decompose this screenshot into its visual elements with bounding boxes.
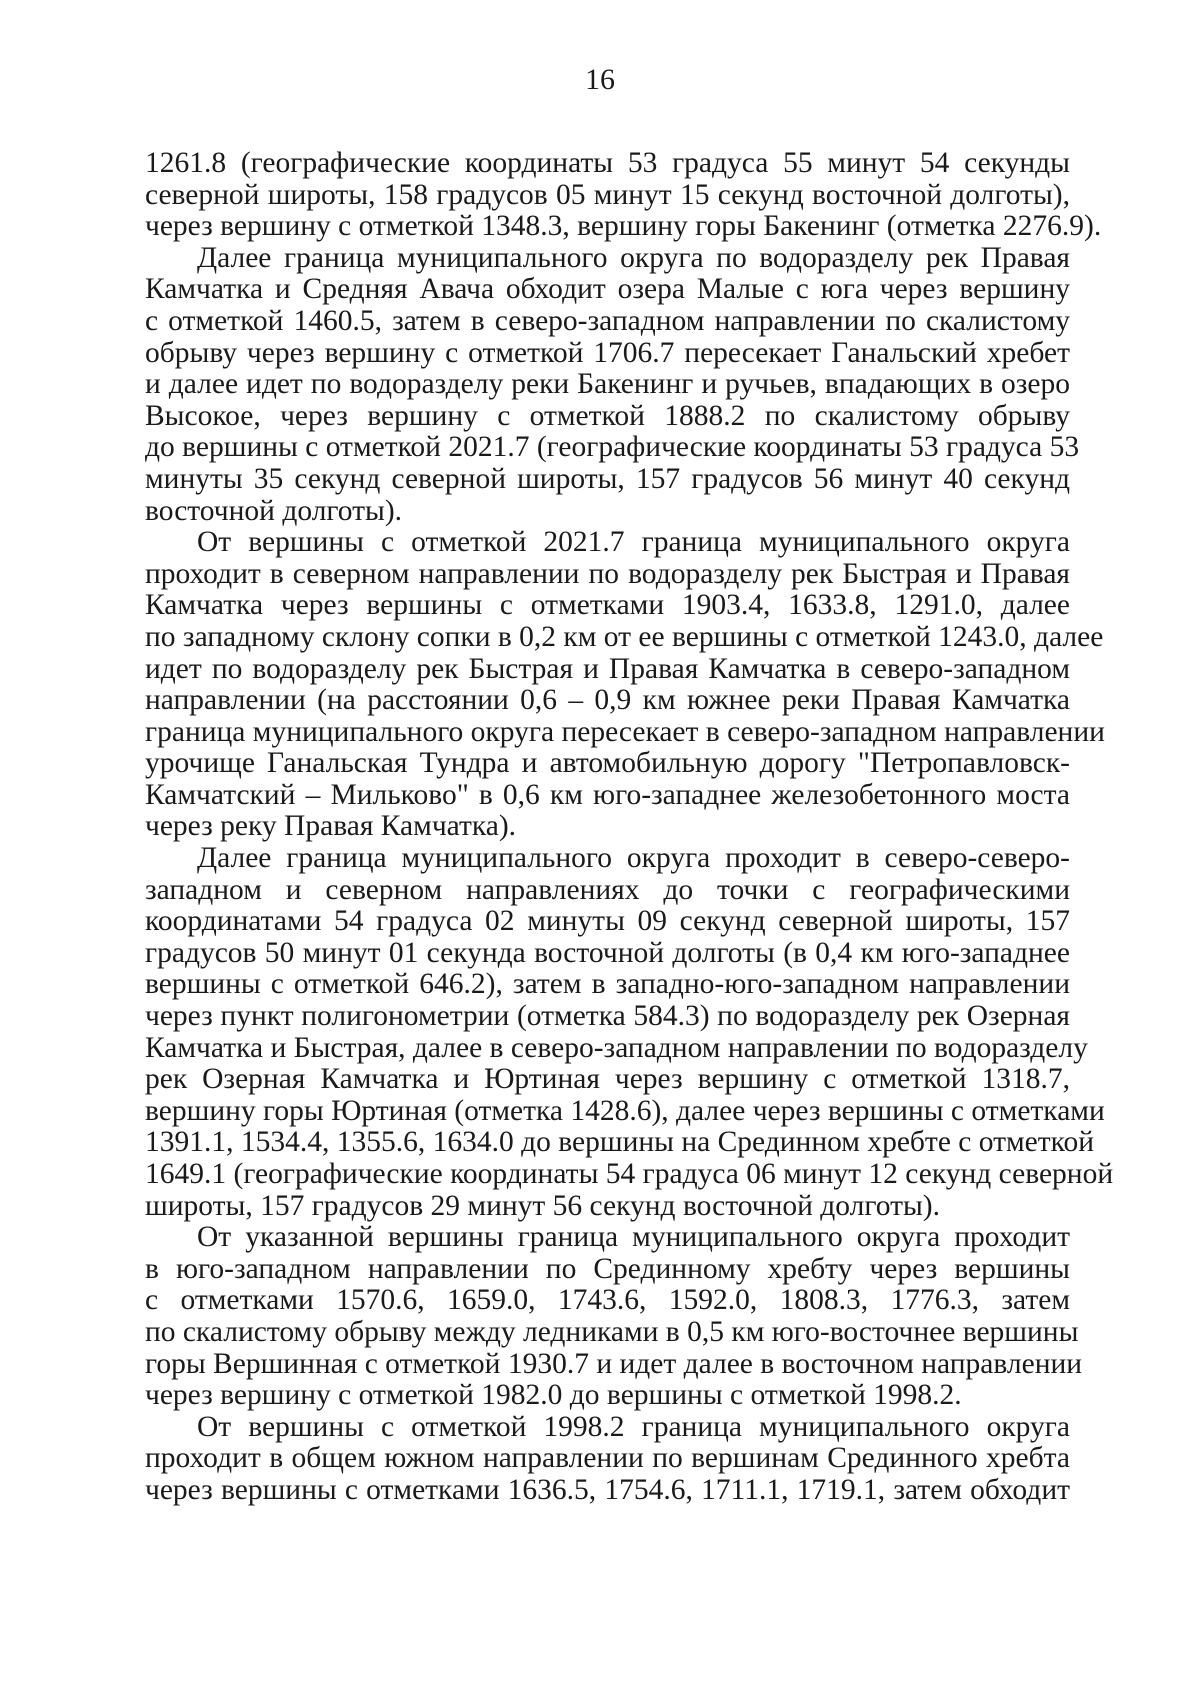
text-line: западном и северном направлениях до точки с географическими: [145, 873, 1070, 906]
text-line: координатами 54 градуса 02 минуты 09 секунд северной широты, 157: [145, 905, 1070, 938]
text-line: обрыву через вершину с отметкой 1706.7 пересекает Ганальский хребет: [145, 336, 1070, 369]
text-line: широты, 157 градусов 29 минут 56 секунд восточной долготы).: [145, 1189, 941, 1222]
text-line: проходит в северном направлении по водоразделу рек Быстрая и Правая: [145, 557, 1070, 590]
paragraph: [145, 241, 1080, 527]
paragraph: [145, 842, 1114, 1222]
text-line: направлении (на расстоянии 0,6 – 0,9 км южнее реки Правая Камчатка: [145, 684, 1070, 717]
text-line: Далее граница муниципального округа по водоразделу рек Правая: [197, 241, 1070, 274]
text-line: через вершину с отметкой 1348.3, вершину горы Бакенинг (отметка 2276.9).: [145, 210, 1102, 243]
text-line: с отметкой 1460.5, затем в северо-западном направлении по скалистому: [145, 304, 1070, 337]
document-body: [145, 147, 1114, 1507]
text-line: Высокое, через вершину с отметкой 1888.2 по скалистому обрыву: [145, 399, 1070, 432]
page-number: 16: [585, 63, 615, 96]
paragraph: [145, 147, 1102, 243]
text-line: идет по водоразделу рек Быстрая и Правая Камчатка в северо-западном: [145, 652, 1070, 685]
text-line: От указанной вершины граница муниципального округа проходит: [197, 1221, 1070, 1254]
text-line: через пункт полигонометрии (отметка 584.3) по водоразделу рек Озерная: [145, 1000, 1070, 1033]
text-line: 1649.1 (географические координаты 54 градуса 06 минут 12 секунд северной: [145, 1158, 1114, 1190]
text-line: Далее граница муниципального округа проходит в северо-северо-: [197, 842, 1070, 875]
text-line: по скалистому обрыву между ледниками в 0,5 км юго-восточнее вершины: [145, 1315, 1079, 1348]
text-line: урочище Ганальская Тундра и автомобильную дорогу "Петропавловск-: [145, 747, 1070, 780]
text-line: восточной долготы).: [145, 494, 403, 527]
text-line: с отметками 1570.6, 1659.0, 1743.6, 1592.0, 1808.3, 1776.3, затем: [145, 1284, 1070, 1317]
text-line: От вершины с отметкой 2021.7 граница муниципального округа: [197, 526, 1070, 559]
text-line: проходит в общем южном направлении по вершинам Срединного хребта: [145, 1442, 1070, 1475]
text-line: через вершину с отметкой 1982.0 до вершины с отметкой 1998.2.: [145, 1379, 962, 1412]
text-line: Камчатка и Быстрая, далее в северо-западном направлении по водоразделу: [145, 1031, 1088, 1064]
text-line: до вершины с отметкой 2021.7 (географические координаты 53 градуса 53: [145, 431, 1080, 464]
text-line: граница муниципального округа пересекает в северо-западном направлении: [145, 715, 1105, 748]
text-line: градусов 50 минут 01 секунда восточной долготы (в 0,4 км юго-западнее: [145, 936, 1070, 969]
text-line: 1391.1, 1534.4, 1355.6, 1634.0 до вершины на Срединном хребте с отметкой: [145, 1126, 1095, 1159]
text-line: Камчатка и Средняя Авача обходит озера Малые с юга через вершину: [145, 273, 1070, 306]
text-line: и далее идет по водоразделу реки Бакенинг и ручьев, впадающих в озеро: [145, 368, 1070, 401]
text-line: Камчатка через вершины с отметками 1903.4, 1633.8, 1291.0, далее: [145, 589, 1070, 622]
text-line: через вершины с отметками 1636.5, 1754.6, 1711.1, 1719.1, затем обходит: [145, 1473, 1070, 1506]
paragraph: [145, 1412, 1070, 1507]
paragraph: [145, 1221, 1083, 1412]
text-line: северной широты, 158 градусов 05 минут 15 секунд восточной долготы),: [145, 178, 1070, 211]
text-line: Камчатский – Мильково" в 0,6 км юго-западнее железобетонного моста: [145, 778, 1070, 811]
text-line: вершину горы Юртиная (отметка 1428.6), далее через вершины с отметками: [145, 1094, 1105, 1127]
text-line: в юго-западном направлении по Срединному хребту через вершины: [145, 1252, 1070, 1285]
text-line: минуты 35 секунд северной широты, 157 градусов 56 минут 40 секунд: [145, 462, 1070, 495]
text-line: рек Озерная Камчатка и Юртиная через вершину с отметкой 1318.7,: [145, 1063, 1070, 1096]
paragraph: [145, 526, 1105, 843]
text-line: вершины с отметкой 646.2), затем в западно-юго-западном направлении: [145, 968, 1070, 1001]
text-line: по западному склону сопки в 0,2 км от ее вершины с отметкой 1243.0, далее: [145, 620, 1104, 653]
text-line: От вершины с отметкой 1998.2 граница муниципального округа: [197, 1410, 1070, 1443]
text-line: через реку Правая Камчатка).: [145, 810, 517, 843]
text-line: горы Вершинная с отметкой 1930.7 и идет далее в восточном направлении: [145, 1347, 1083, 1380]
text-line: 1261.8 (географические координаты 53 градуса 55 минут 54 секунды: [145, 147, 1070, 179]
